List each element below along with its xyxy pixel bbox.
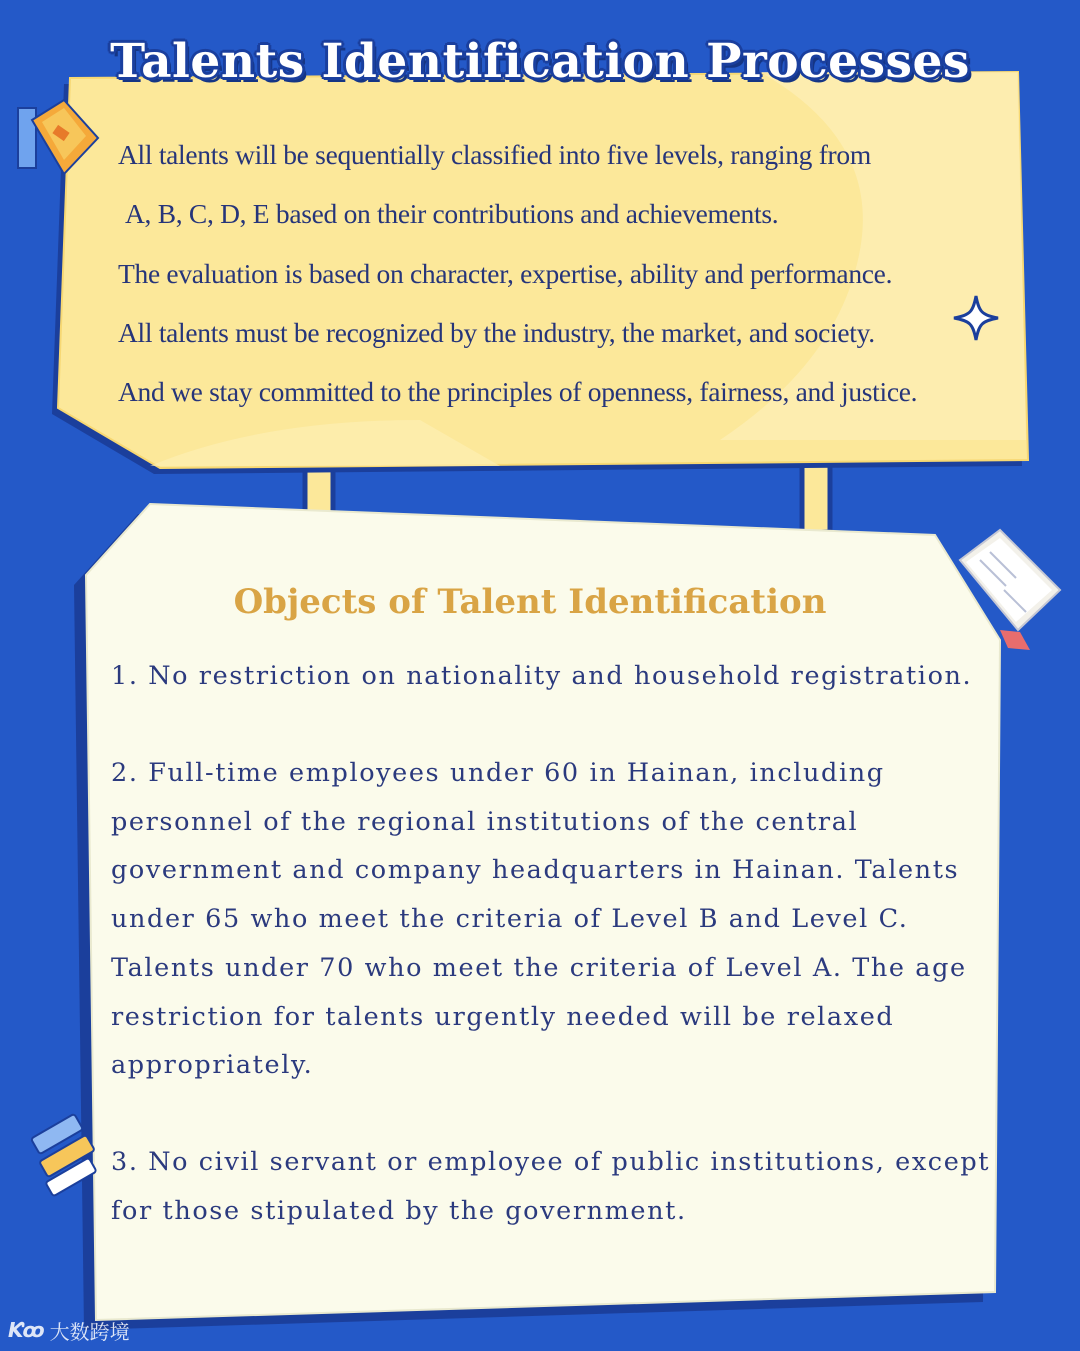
board-title: Objects of Talent Identification <box>233 582 827 622</box>
list-item: 1. No restriction on nationality and household registration. <box>111 661 973 691</box>
top-sign-line: The evaluation is based on character, expertise, ability and performance. <box>118 257 893 289</box>
page-title: Talents Identification Processes <box>110 34 970 89</box>
watermark <box>8 1315 130 1345</box>
list-item: 3. No civil servant or employee of public institutions, except for those stipulated by the government. <box>111 1147 991 1226</box>
list-item: 2. Full-time employees under 60 in Hainan, including personnel of the regional institutions of the central government and company headquarters in Hainan. Talents under 65 who meet the criteria of Level B and Level C. Talents under 70 who meet the criteria of Level A. The age restriction for talents urgently needed will be relaxed appropriately. <box>111 758 967 1081</box>
top-sign-line: All talents will be sequentially classified into five levels, ranging from <box>118 139 871 170</box>
watermark-text: 大数跨境 <box>49 1319 130 1344</box>
top-sign-text <box>118 131 1018 427</box>
top-sign-line: All talents must be recognized by the industry, the market, and society. <box>118 316 875 348</box>
top-sign-line: And we stay committed to the principles of openness, fairness, and justice. <box>118 376 918 408</box>
watermark-logo: Ƙꝏ <box>8 1318 44 1342</box>
top-sign-line: A, B, C, D, E based on their contributions and achievements. <box>125 198 779 230</box>
